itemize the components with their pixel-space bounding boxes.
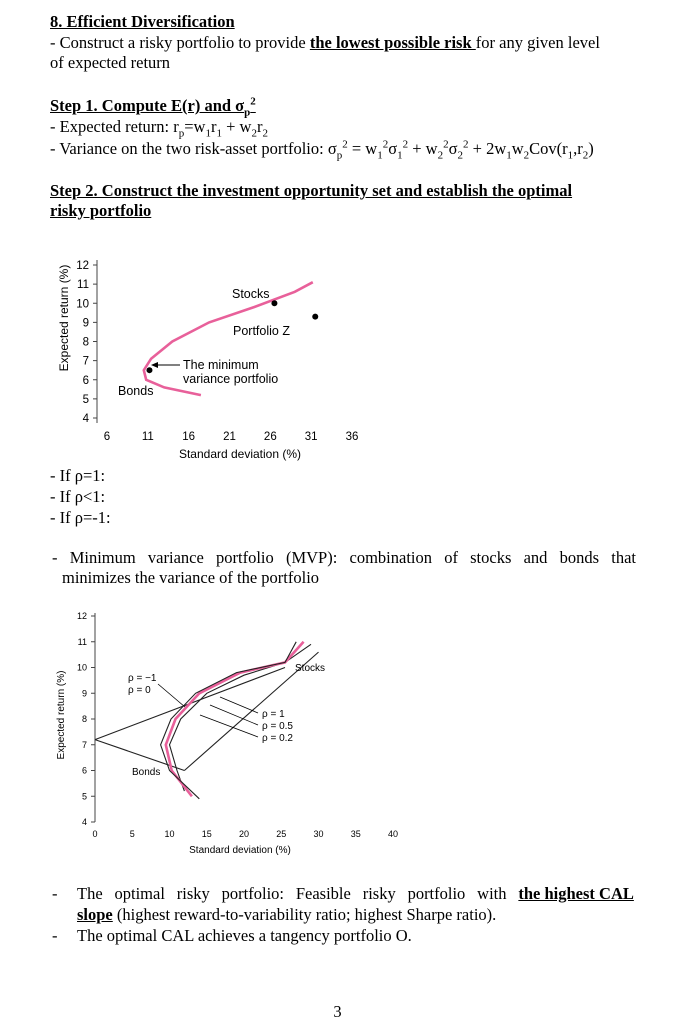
mvp-word: Minimum	[69, 548, 136, 567]
step1-title-sup: 2	[250, 95, 256, 108]
chart2-ytick-label: 8	[81, 714, 87, 724]
page-number: 3	[333, 1002, 342, 1021]
optimal-line-2	[77, 905, 496, 925]
mvp-word: combination	[349, 548, 432, 567]
optimal-line-3: The optimal CAL achieves a tangency portfolio O.	[77, 926, 412, 945]
chart2-label-rho-1: ρ = 1	[262, 709, 285, 720]
bullet-2: -	[52, 926, 58, 945]
intro-line-1	[50, 33, 600, 53]
optimal-word: portfolio	[407, 884, 466, 903]
rho-case-3: - If ρ=-1:	[50, 508, 111, 527]
chart2-ytick-label: 6	[81, 765, 87, 776]
chart2-label-rho-02: ρ = 0.2	[262, 733, 293, 744]
chart2-ylabel: Expected return (%)	[56, 670, 67, 760]
chart1-xtick-label: 16	[182, 431, 196, 443]
chart-correlation-curves	[50, 605, 410, 860]
optimal-line-1	[77, 884, 634, 904]
chart2-label-rho-m1: ρ = −1	[128, 673, 157, 684]
step2-title-line-2: risky portfolio	[50, 201, 152, 220]
chart1-xtick-label: 21	[223, 431, 236, 443]
step2-title-line-1: Step 2. Construct the investment opportunity set and establish the optimal	[50, 181, 573, 200]
mvp-word: variance	[147, 548, 204, 567]
optimal-word: The	[77, 884, 103, 903]
chart2-xtick-label: 0	[92, 829, 98, 839]
chart2-xtick-label: 40	[387, 829, 399, 839]
optimal-word: Feasible	[295, 884, 351, 903]
step1-title	[50, 95, 256, 119]
mvp-word: and	[523, 548, 548, 567]
chart1-label-stocks: Stocks	[232, 287, 270, 301]
chart2-label-rho-05: ρ = 0.5	[262, 721, 293, 732]
chart2-xlabel: Standard deviation (%)	[189, 845, 291, 856]
chart1-point	[312, 314, 318, 320]
chart1-xtick-label: 36	[345, 431, 359, 443]
chart1-ytick-label: 5	[82, 393, 89, 406]
expected-return-label: - Expected return: r	[50, 117, 179, 136]
optimal-word: optimal	[114, 884, 165, 903]
chart2-ytick-label: 12	[76, 611, 87, 621]
intro-pre: - Construct a risky portfolio to provide	[50, 33, 310, 52]
intro-post: for any given level	[475, 33, 600, 52]
mvp-line-1	[52, 548, 636, 568]
chart1-xtick-label: 26	[263, 431, 277, 443]
chart1-label-portfolio-z: Portfolio Z	[233, 324, 290, 338]
chart1-ytick-label: 9	[82, 317, 89, 330]
chart2-xtick-label: 5	[129, 829, 135, 839]
step1-title-text: Step 1. Compute E(r) and σ	[50, 96, 245, 115]
optimal-word: risky	[176, 884, 210, 903]
chart1-xtick-label: 11	[141, 431, 154, 443]
chart1-xtick-label: 6	[103, 431, 111, 443]
variance-formula: - Variance on the two risk-asset portfolio: $\sigma_p^2 = w_1^2\sigma_1^2 + w_2^2\sigma_2^2 + 2w_1w_2Cov(r_1,r_2)$	[50, 138, 594, 162]
chart1-ytick-label: 10	[76, 298, 89, 311]
chart1-point	[146, 367, 152, 373]
rho-case-2: - If ρ<1:	[50, 487, 106, 506]
chart2-ytick-label: 10	[76, 662, 87, 673]
mvp-line-2: minimizes the variance of the portfolio	[62, 568, 320, 587]
chart1-ytick-label: 8	[82, 336, 89, 349]
chart2-ytick-label: 5	[81, 791, 87, 802]
chart2-label-rho-0: ρ = 0	[128, 685, 151, 696]
chart2-label-bonds: Bonds	[132, 767, 161, 778]
step1-title-sub: p	[244, 106, 251, 119]
chart1-label-mvp-1: The minimum	[183, 358, 259, 372]
rho-case-1: - If ρ=1:	[50, 466, 106, 485]
chart1-ytick-label: 12	[76, 260, 89, 272]
mvp-word: -	[52, 548, 58, 567]
intro-bold: the lowest possible risk	[309, 33, 476, 52]
optimal-word: portfolio:	[221, 884, 284, 903]
chart1-label-mvp-2: variance portfolio	[183, 372, 279, 386]
intro-line-2: of expected return	[50, 53, 171, 72]
chart2-xtick-label: 20	[238, 829, 250, 839]
chart-opportunity-set	[50, 248, 380, 463]
chart2-xtick-label: 30	[313, 829, 324, 839]
expected-return-formula: - Expected return: $r_p=w_1r_1 + w_2r_2$	[50, 117, 268, 140]
chart1-label-bonds: Bonds	[118, 384, 154, 398]
mvp-word: that	[611, 548, 636, 567]
chart1-xtick-label: 31	[304, 431, 318, 443]
chart1-xlabel: Standard deviation (%)	[178, 447, 302, 461]
chart2-xtick-label: 35	[350, 829, 361, 839]
section-title: 8. Efficient Diversification	[50, 12, 235, 31]
chart1-ytick-label: 6	[82, 374, 89, 387]
mvp-arrowhead	[151, 362, 158, 368]
optimal-word: with	[477, 884, 507, 903]
chart1-ytick-label: 11	[77, 279, 89, 292]
mvp-word: (MVP):	[285, 548, 338, 567]
bullet-1: -	[52, 884, 58, 903]
mvp-word: portfolio	[216, 548, 274, 567]
optimal-bold-1: the highest CAL	[518, 884, 634, 903]
chart2-ytick-label: 11	[77, 636, 87, 647]
chart1-ytick-label: 7	[82, 355, 89, 368]
variance-label: - Variance on the two risk-asset portfolio: σ	[50, 139, 337, 158]
chart1-ylabel: Expected return (%)	[57, 264, 71, 372]
optimal-bold-2: slope	[77, 905, 113, 924]
chart2-ytick-label: 7	[81, 739, 87, 750]
chart1-ytick-label: 4	[82, 413, 89, 425]
chart2-xtick-label: 10	[164, 829, 175, 839]
optimal-line-2-rest: (highest reward-to-variability ratio; highest Sharpe ratio).	[112, 905, 497, 924]
mvp-word: of	[444, 548, 458, 567]
mvp-word: bonds	[559, 548, 600, 567]
chart1-point	[271, 300, 277, 306]
chart2-ytick-label: 4	[81, 817, 87, 827]
optimal-word: risky	[362, 884, 396, 903]
chart2-label-stocks: Stocks	[295, 663, 326, 674]
chart2-xtick-label: 25	[276, 829, 287, 839]
chart2-ytick-label: 9	[81, 688, 87, 699]
chart2-xtick-label: 15	[201, 829, 212, 839]
mvp-word: stocks	[470, 548, 512, 567]
